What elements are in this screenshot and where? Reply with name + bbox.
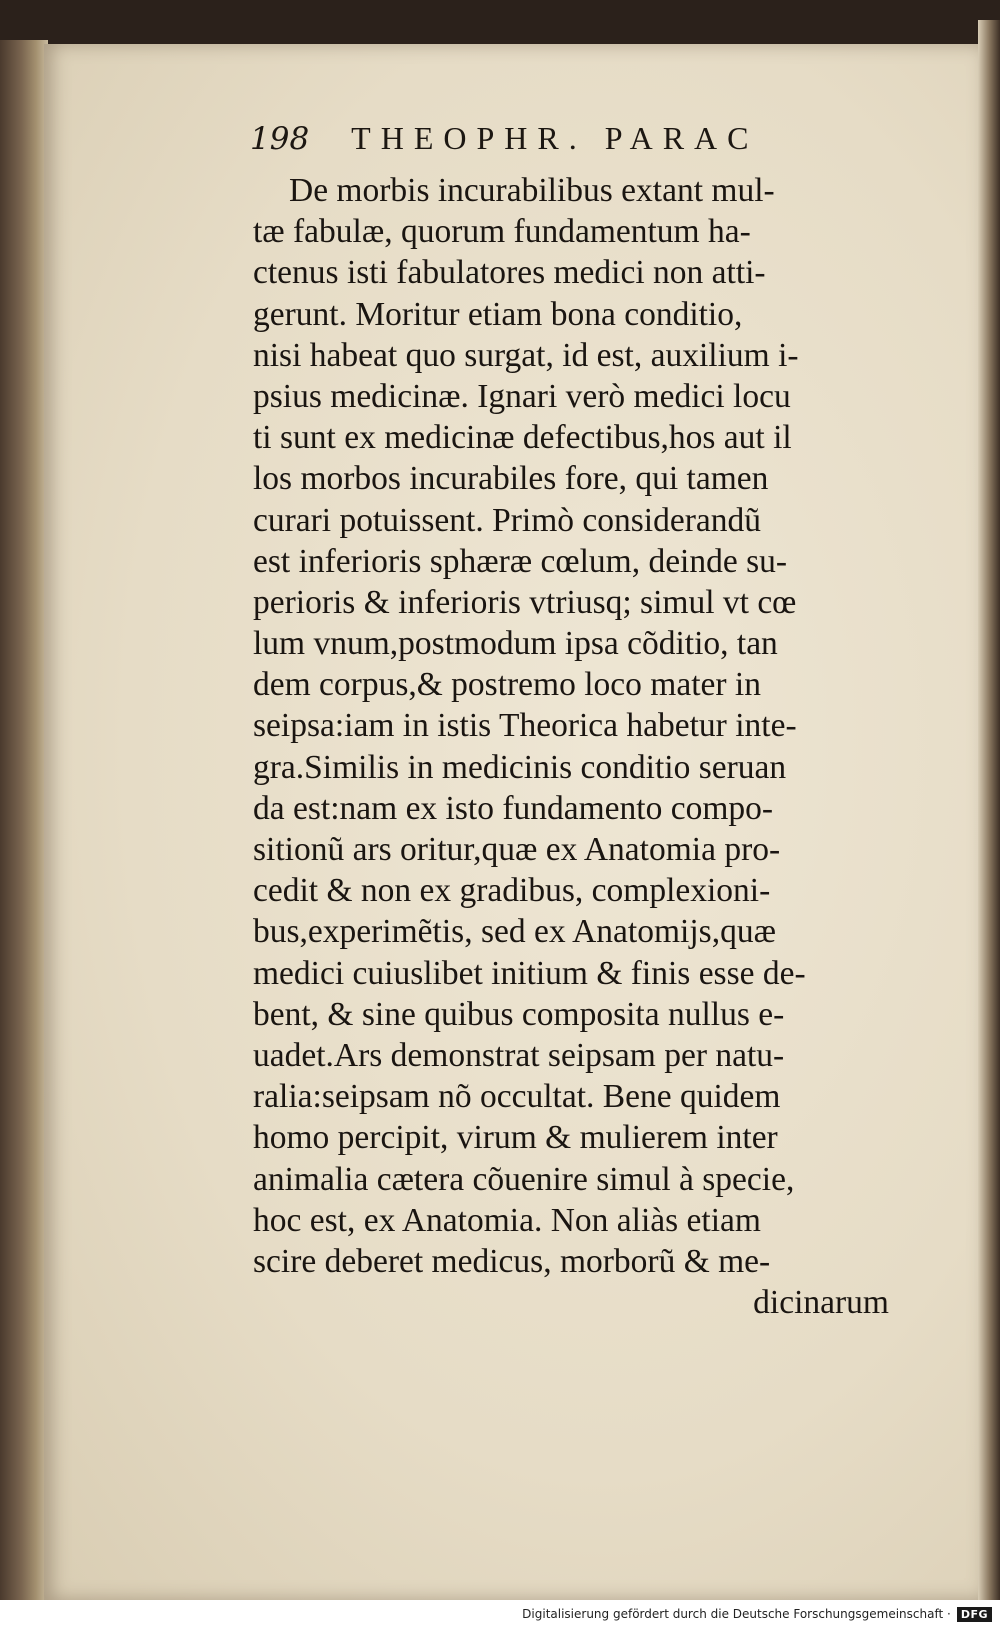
text-line: los morbos incurabiles fore, qui tamen [253,460,769,498]
catchword: dicinarum [753,1284,889,1322]
text-line: ctenus isti fabulatores medici non atti- [253,254,766,292]
page-number: 198 [250,121,310,157]
page-fore-edge [978,20,1000,1600]
funding-credit: Digitalisierung gefördert durch die Deutsche Forschungsgemeinschaft · [522,1607,951,1621]
text-line: est inferioris sphæræ cœlum, deinde su- [253,542,788,580]
text-line: da est:nam ex isto fundamento compo- [253,789,774,827]
text-line: De morbis incurabilibus extant mul- [289,172,775,209]
text-line: lum vnum,postmodum ipsa cõditio, tan [253,625,778,663]
text-line: curari potuissent. Primò considerandũ [253,501,761,539]
text-line: gerunt. Moritur etiam bona conditio, [253,295,743,333]
text-line: seipsa:iam in istis Theorica habetur inte- [253,707,797,745]
text-line: cedit & non ex gradibus, complexioni- [253,872,771,910]
text-line: hoc est, ex Anatomia. Non aliàs etiam [253,1201,761,1239]
text-line: uadet.Ars demonstrat seipsam per natu- [253,1036,785,1074]
text-line: perioris & inferioris vtriusq; simul vt cœ [253,583,797,621]
text-line: bent, & sine quibus composita nullus e- [253,995,785,1033]
book-spine-edge [0,40,48,1600]
text-line: tæ fabulæ, quorum fundamentum ha- [253,213,751,251]
text-line: animalia cætera cõuenire simul à specie, [253,1160,795,1198]
text-line: ralia:seipsam nõ occultat. Bene quidem [253,1078,781,1116]
text-line: gra.Similis in medicinis conditio seruan [253,748,787,786]
body-text [253,170,913,1323]
text-line: dem corpus,& postremo loco mater in [253,666,761,704]
text-line: medici cuiuslibet initium & finis esse de- [253,954,806,992]
dfg-logo[interactable]: DFG [957,1607,992,1622]
text-line: nisi habeat quo surgat, id est, auxilium i- [253,336,799,374]
text-line: psius medicinæ. Ignari verò medici locu [253,377,791,415]
text-line: bus,experimẽtis, sed ex Anatomijs,quæ [253,913,776,951]
digitization-footer [0,1600,1000,1628]
text-line: sitionũ ars oritur,quæ ex Anatomia pro- [253,831,781,868]
text-line: scire deberet medicus, morborũ & me- [253,1242,771,1280]
page-header [250,120,950,164]
text-line: ti sunt ex medicinæ defectibus,hos aut il [253,419,792,457]
running-head: THEOPHR. PARAC [351,120,759,156]
text-line: homo percipit, virum & mulierem inter [253,1119,778,1157]
